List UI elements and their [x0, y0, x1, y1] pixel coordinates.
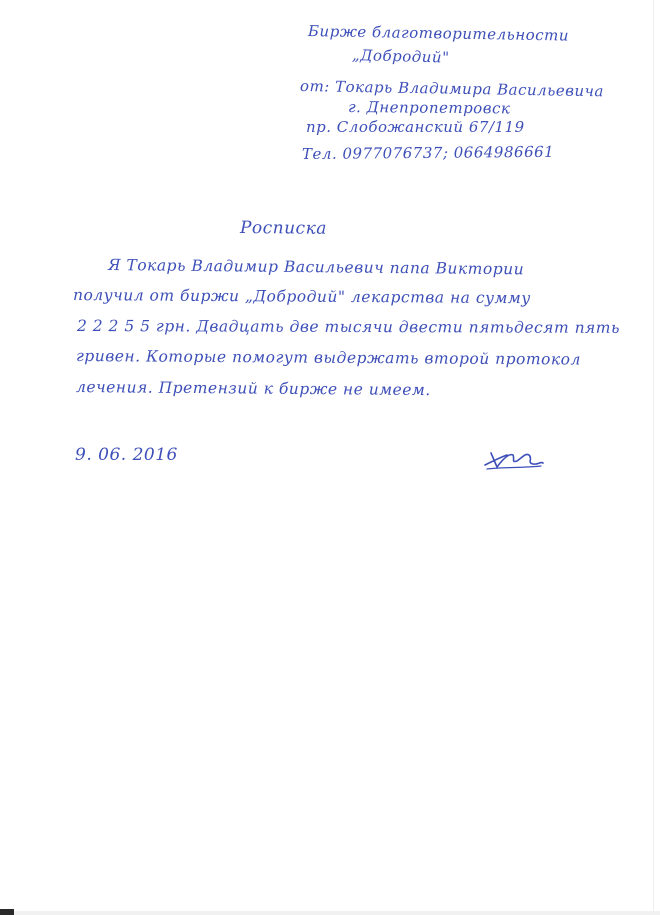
signature-icon [483, 449, 545, 471]
document-title: Росписка [239, 218, 327, 239]
body-line-4: гривен. Которые помогут выдержать второй протокол [75, 347, 581, 369]
scan-edge-line [653, 0, 654, 915]
header-organization: „Добродий" [351, 46, 450, 67]
document-date: 9. 06. 2016 [75, 445, 178, 465]
header-addressee: Бирже благотворительности [307, 22, 570, 45]
header-sender: от: Токарь Владимира Васильевича [299, 77, 605, 101]
scan-corner-mark [0, 909, 14, 915]
body-line-5: лечения. Претензий к бирже не имеем. [75, 378, 431, 400]
header-phone: Тел. 0977076737; 0664986661 [301, 142, 555, 163]
body-line-3: 2 2 2 5 5 грн. Двадцать две тысячи двести пятьдесят пять [76, 317, 620, 337]
header-city: г. Днепропетровск [347, 98, 511, 118]
body-line-1: Я Токарь Владимир Васильевич папа Виктории [107, 256, 525, 279]
header-address: пр. Слобожанский 67/119 [306, 118, 525, 136]
scan-bottom-edge [0, 911, 660, 915]
body-line-2: получил от биржи „Добродий" лекарства на сумму [72, 286, 531, 308]
